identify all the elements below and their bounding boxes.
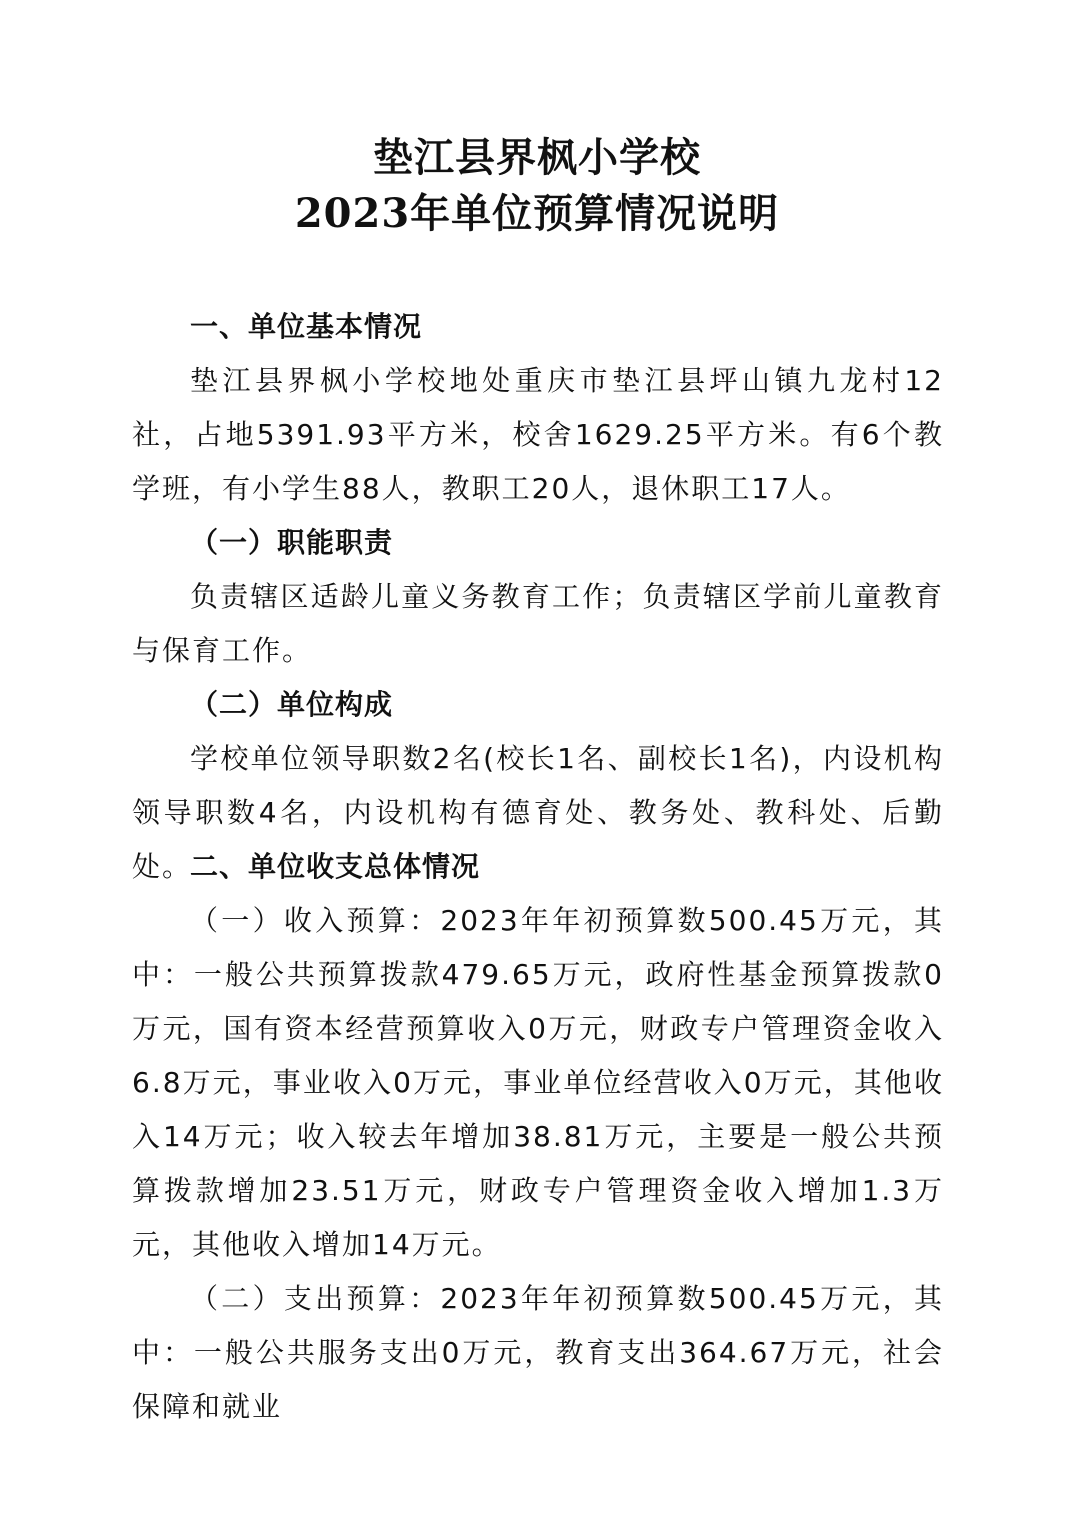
subheading-composition: （二）单位构成 xyxy=(190,688,394,721)
section-heading-basic-info: 一、单位基本情况 xyxy=(190,310,423,343)
paragraph-income-budget: （一）收入预算：2023年年初预算数500.45万元，其中：一般公共预算拨款479.65万元，政府性基金预算拨款0万元，国有资本经营预算收入0万元，财政专户管理资金收入6.8万元，事业收入0万元，事业单位经营收入0万元，其他收入14万元；收入较去年增加38.81万元，主要是一般公共预算拨款增加23.51万元，财政专户管理资金收入增加1.3万元，其他收入增加14万元。 xyxy=(132,904,944,1261)
document-title-line1: 垫江县界枫小学校 xyxy=(373,134,701,181)
paragraph-basic-info: 垫江县界枫小学校地处重庆市垫江县坪山镇九龙村12社，占地5391.93平方米，校舍1629.25平方米。有6个教学班，有小学生88人，教职工20人，退休职工17人。 xyxy=(132,364,944,505)
document-title-line2: 2023年单位预算情况说明 xyxy=(294,190,780,237)
paragraph-expenditure-budget: （二）支出预算：2023年年初预算数500.45万元，其中：一般公共服务支出0万元，教育支出364.67万元，社会保障和就业 xyxy=(132,1282,944,1423)
paragraph-composition: 学校单位领导职数2名(校长1名、副校长1名)，内设机构领导职数4名，内设机构有德育处、教务处、教科处、后勤处。 xyxy=(132,742,944,883)
subheading-functions: （一）职能职责 xyxy=(190,526,394,559)
paragraph-functions: 负责辖区适龄儿童义务教育工作；负责辖区学前儿童教育与保育工作。 xyxy=(132,580,944,667)
section-heading-budget-overview: 二、单位收支总体情况 xyxy=(190,850,481,883)
